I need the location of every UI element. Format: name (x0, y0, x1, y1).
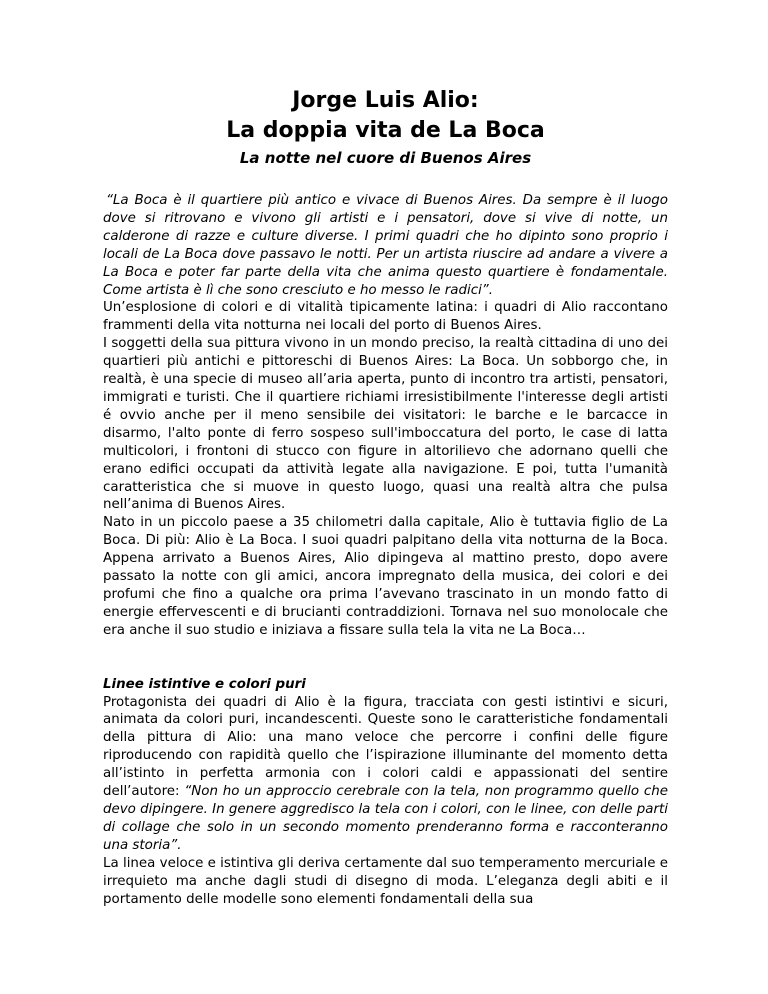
section-paragraph-1-quote: “Non ho un approccio cerebrale con la tela, non programmo quello che devo dipingere. In genere aggredisco la tela con i colori, con le linee, con delle parti di collage che solo in un secondo momento prenderanno forma e racconteranno una storia”. (103, 784, 668, 853)
intro-paragraph-3: Nato in un piccolo paese a 35 chilometri dalla capitale, Alio è tuttavia figlio de La Boca. Di più: Alio è La Boca. I suoi quadri palpitano della vita notturna de la Boca. Appena arrivato a Buenos Aires, Alio dipingeva al mattino presto, dopo avere passato la notte con gli amici, ancora impregnato della musica, dei colori e dei profumi che fino a qualche ora prima l’avevano trascinato in un mondo fatto di energie effervescenti e di brucianti contraddizioni. Tornava nel suo monolocale che era anche il suo studio e iniziava a fissare sulla tela la vita ne La Boca… (103, 515, 668, 638)
section-paragraph-1 (103, 694, 668, 855)
artist-quote: “La Boca è il quartiere più antico e vivace di Buenos Aires. Da sempre è il luogo dove si ritrovano e vivono gli artisti e i pensatori, dove si vive di notte, un calderone di razze e culture diverse. I primi quadri che ho dipinto sono proprio i locali de La Boca dove passavo le notti. Per un artista riuscire ad andare a vivere a La Boca e poter far parte della vita che anima questo quartiere è fondamentale. Come artista è lì che sono cresciuto e ho messo le radici”. (103, 193, 668, 298)
section-paragraph-1-text: Protagonista dei quadri di Alio è la figura, tracciata con gesti istintivi e sicuri, animata da colori puri, incandescenti. Queste sono le caratteristiche fondamentali della pittura di Alio: una mano veloce che percorre i confini delle figure riproducendo con rapidità quello che l’ispirazione illuminante del momento detta all’istinto in perfetta armonia con i colori caldi e appassionati del sentire dell’autore: (103, 694, 668, 800)
section-paragraph-2: La linea veloce e istintiva gli deriva certamente dal suo temperamento mercuriale e irrequieto ma anche dagli studi di disegno di moda. L’eleganza degli abiti e il portamento delle modelle sono elementi fondamentali della sua (103, 855, 668, 907)
document-subtitle: La notte nel cuore di Buenos Aires (239, 149, 532, 167)
document-page (103, 0, 668, 908)
intro-paragraph-2: I soggetti della sua pittura vivono in un mondo preciso, la realtà cittadina di uno dei quartieri più antichi e pittoreschi di Buenos Aires: La Boca. Un sobborgo che, in realtà, è una specie di museo all’aria aperta, punto di incontro tra artisti, pensatori, immigrati e turisti. Che il quartiere richiami irresistibilmente l'interesse degli artisti é ovvio anche per il meno sensibile dei visitatori: le barche e le barcacce in disarmo, l'alto ponte di ferro sospeso sull'imboccatura del porto, le case di latta multicolori, i frontoni di stucco con figure in altorilievo che adornano quelli che erano edifici occupati da attività legate alla navigazione. E poi, tutta l'umanità caratteristica che si muove in questo luogo, quasi una realtà altra che pulsa nell’anima di Buenos Aires. (103, 336, 668, 513)
document-title-line-2: La doppia vita de La Boca (226, 118, 545, 143)
intro-paragraph-1: Un’esplosione di colori e di vitalità tipicamente latina: i quadri di Alio raccontano frammenti della vita notturna nei locali del porto di Buenos Aires. (103, 300, 668, 334)
section-spacer (103, 640, 668, 676)
document-title-line-1: Jorge Luis Alio: (292, 88, 479, 113)
section-heading: Linee istintive e colori puri (103, 676, 306, 692)
